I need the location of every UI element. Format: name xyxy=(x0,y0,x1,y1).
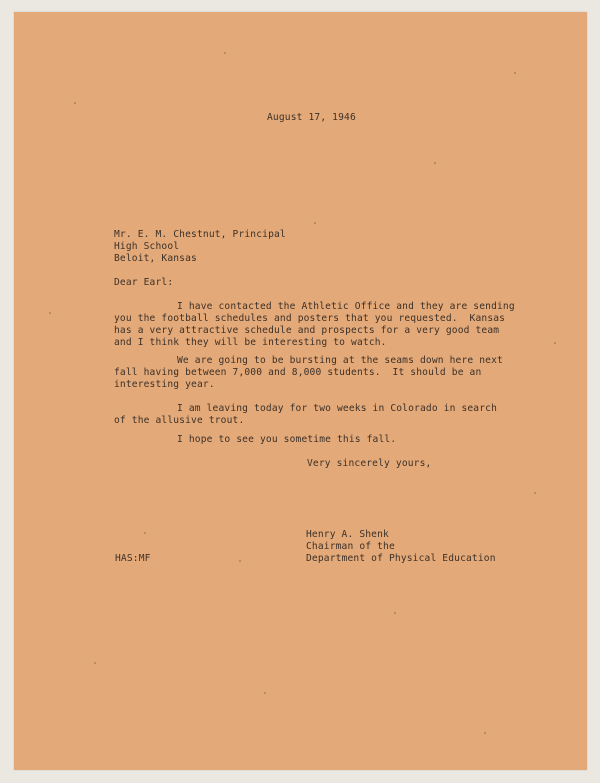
signer-title: Chairman of the xyxy=(306,541,395,552)
complimentary-close: Very sincerely yours, xyxy=(307,458,432,469)
body-line: you the football schedules and posters that you requested. Kansas xyxy=(114,313,506,324)
paper-speck xyxy=(514,72,516,74)
recipient-city: Beloit, Kansas xyxy=(114,253,197,264)
body-line: I have contacted the Athletic Office and they are sending xyxy=(177,301,515,312)
paper-speck xyxy=(534,492,536,494)
signer-department: Department of Physical Education xyxy=(306,553,496,564)
body-line: has a very attractive schedule and prospects for a very good team xyxy=(114,325,500,336)
paper-speck xyxy=(144,532,146,534)
paper-speck xyxy=(49,312,51,314)
recipient-name: Mr. E. M. Chestnut, Principal xyxy=(114,229,286,240)
salutation: Dear Earl: xyxy=(114,277,174,288)
paper-speck xyxy=(554,342,556,344)
body-line: of the allusive trout. xyxy=(114,415,245,426)
body-line: interesting year. xyxy=(114,379,215,390)
body-line: We are going to be bursting at the seams down here next xyxy=(177,355,503,366)
body-line: and I think they will be interesting to watch. xyxy=(114,337,387,348)
reference-initials: HAS:MF xyxy=(115,553,151,564)
paper-speck xyxy=(484,732,486,734)
letter-page xyxy=(14,12,587,770)
paper-speck xyxy=(74,102,76,104)
recipient-school: High School xyxy=(114,241,180,252)
paper-speck xyxy=(314,222,316,224)
letter-date: August 17, 1946 xyxy=(267,112,356,123)
paper-speck xyxy=(224,52,226,54)
paper-speck xyxy=(394,612,396,614)
signer-name: Henry A. Shenk xyxy=(306,529,389,540)
body-line: I hope to see you sometime this fall. xyxy=(177,434,397,445)
paper-speck xyxy=(94,662,96,664)
body-line: I am leaving today for two weeks in Colorado in search xyxy=(177,403,497,414)
body-line: fall having between 7,000 and 8,000 students. It should be an xyxy=(114,367,482,378)
paper-speck xyxy=(264,692,266,694)
paper-speck xyxy=(434,162,436,164)
paper-speck xyxy=(239,560,241,562)
